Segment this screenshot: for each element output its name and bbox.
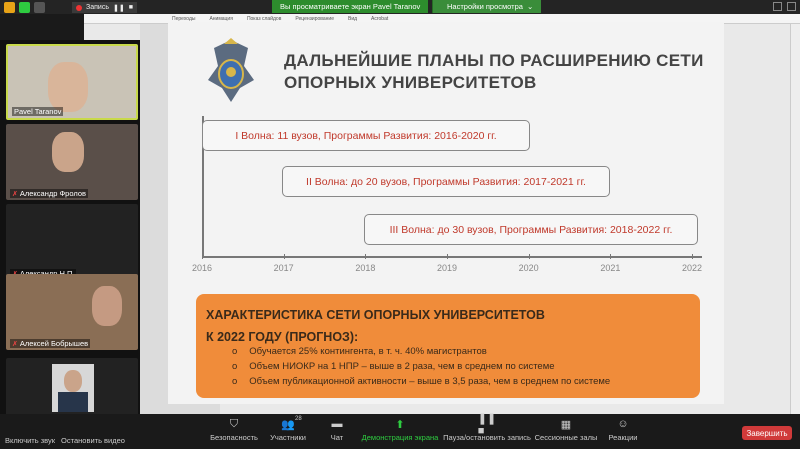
bullet-text: Обучается 25% контингента, в т. ч. 40% магистрантов [249,346,487,357]
participant-name [12,107,63,116]
ribbon-tab[interactable]: Анимация [209,15,233,22]
minimize-icon[interactable] [773,2,782,11]
participant-video [48,62,88,112]
share-banner: Вы просматриваете экран Pavel Taranov [272,0,428,13]
box-title-line1: ХАРАКТЕРИСТИКА СЕТИ ОПОРНЫХ УНИВЕРСИТЕТОВ [206,308,545,322]
box-title [206,304,545,348]
breakout-rooms-button[interactable] [535,418,598,442]
video-tile[interactable] [6,44,138,120]
timeline-year: 2017 [273,263,294,273]
ribbon-tab[interactable]: Показ слайдов [246,15,282,22]
bullet-text: Объем публикационной активности – выше в 3,5 раза, чем в среднем по системе [249,376,611,387]
chat-icon: ▬ [331,418,343,430]
timeline-tick [365,254,366,259]
ribbon-tab[interactable]: Переходы [172,15,196,22]
list-item [232,344,610,359]
security-label: Безопасность [210,433,258,442]
wave-1: I Волна: 11 вузов, Программы Развития: 2016-2020 гг. [202,120,530,151]
stop-icon[interactable]: ■ [128,4,133,11]
ribbon-tab[interactable]: Вид [347,15,358,22]
video-tile[interactable] [6,274,138,350]
bullet-text: Объем НИОКР на 1 НПР – выше в 2 раза, чем в среднем по системе [249,361,555,372]
ribbon-tab[interactable]: Рецензирование [295,15,334,22]
reactions-label: Реакции [608,433,638,442]
timeline-year: 2016 [191,263,213,273]
bullet-icon: o [232,361,238,372]
university-emblem [204,36,258,106]
list-item [232,374,610,389]
slide [168,22,724,404]
record-dot-icon [76,5,82,11]
view-options-label: Настройки просмотра [447,2,523,11]
participant-name-text: Алексей Бобрышев [19,339,89,348]
breakout-grid-icon: ▦ [560,418,572,431]
wave-3: III Волна: до 30 вузов, Программы Развития: 2018-2022 гг. [364,214,698,245]
shield-icon[interactable] [19,2,30,13]
characteristics-box [196,294,700,398]
chat-button[interactable] [330,418,344,442]
participant-name [10,339,90,348]
participant-name [10,189,88,198]
security-button[interactable] [210,418,258,442]
pause-record-label: Пауза/остановить запись [443,433,531,442]
participant-video [52,132,84,172]
timeline-year: 2018 [355,263,376,273]
video-strip [0,40,140,435]
timeline-tick [529,254,530,259]
unmute-button[interactable] [5,436,55,445]
video-label: Остановить видео [61,436,125,445]
participant-video [92,286,122,326]
timeline-year: 2022 [681,263,703,273]
share-screen-button[interactable] [362,418,439,442]
pause-stop-icon: ❚❚ ■ [477,412,497,437]
bullet-icon: o [232,346,238,357]
mic-off-icon: ✗ [12,340,18,348]
pause-icon[interactable]: ❚❚ [112,4,125,12]
slide-title-line1: ДАЛЬНЕЙШИЕ ПЛАНЫ ПО РАСШИРЕНИЮ СЕТИ [284,51,704,70]
reactions-button[interactable] [609,418,638,442]
chat-label: Чат [330,433,344,442]
participants-count: 28 [295,416,302,422]
timeline-tick [447,254,448,259]
video-tile[interactable] [6,204,138,280]
participant-face [64,370,82,392]
smiley-icon: ☺ [617,418,629,430]
share-label: Демонстрация экрана [361,433,439,442]
recording-indicator[interactable] [72,2,137,13]
timeline-tick [202,254,203,259]
slide-title [284,50,704,94]
participants-button[interactable] [270,418,306,442]
video-button[interactable] [61,436,125,445]
video-tile[interactable] [6,124,138,200]
timeline-tick [284,254,285,259]
bullet-icon: o [232,376,238,387]
vertical-scrollbar[interactable] [790,24,800,414]
list-item [232,359,610,374]
window-controls [773,2,796,11]
participants-label: Участники [270,433,306,442]
timeline-year: 2019 [436,263,458,273]
record-label: Запись [86,4,109,11]
characteristics-list [232,344,610,389]
box-title-line2: К 2022 ГОДУ (ПРОГНОЗ): [206,330,359,344]
breakout-label: Сессионные залы [534,433,598,442]
timeline-year: 2020 [518,263,539,273]
timeline-tick [610,254,611,259]
wave-2: II Волна: до 20 вузов, Программы Развития: 2017-2021 гг. [282,166,610,197]
view-options-button[interactable] [432,0,541,13]
mic-off-icon: ✗ [12,190,18,198]
unmute-label: Включить звук [4,436,56,445]
shield-icon: ⛉ [229,417,239,430]
fullscreen-icon[interactable] [787,2,796,11]
participant-name-text: Александр Фролов [19,189,86,198]
chevron-down-icon: ⌄ [526,2,534,11]
timeline-year: 2021 [600,263,621,273]
top-left-icons [4,2,45,13]
participants-icon: 👥 28 [281,416,302,431]
grid-icon[interactable] [34,2,45,13]
meeting-toolbar [0,414,800,449]
pause-record-button[interactable] [443,412,531,442]
slide-title-line2: ОПОРНЫХ УНИВЕРСИТЕТОВ [284,73,537,92]
participant-photo [52,364,94,412]
participant-name-text: Pavel Taranov [14,107,62,116]
participant-suit [58,392,88,412]
info-icon[interactable] [4,2,15,13]
timeline-tick [692,254,693,259]
end-meeting-button[interactable]: Завершить [742,426,792,440]
zoom-top-bar [0,0,800,14]
share-arrow-icon: ⬆ [395,418,405,431]
timeline-axis-horizontal [202,256,702,258]
ribbon-tab[interactable]: Acrobat [371,15,389,22]
